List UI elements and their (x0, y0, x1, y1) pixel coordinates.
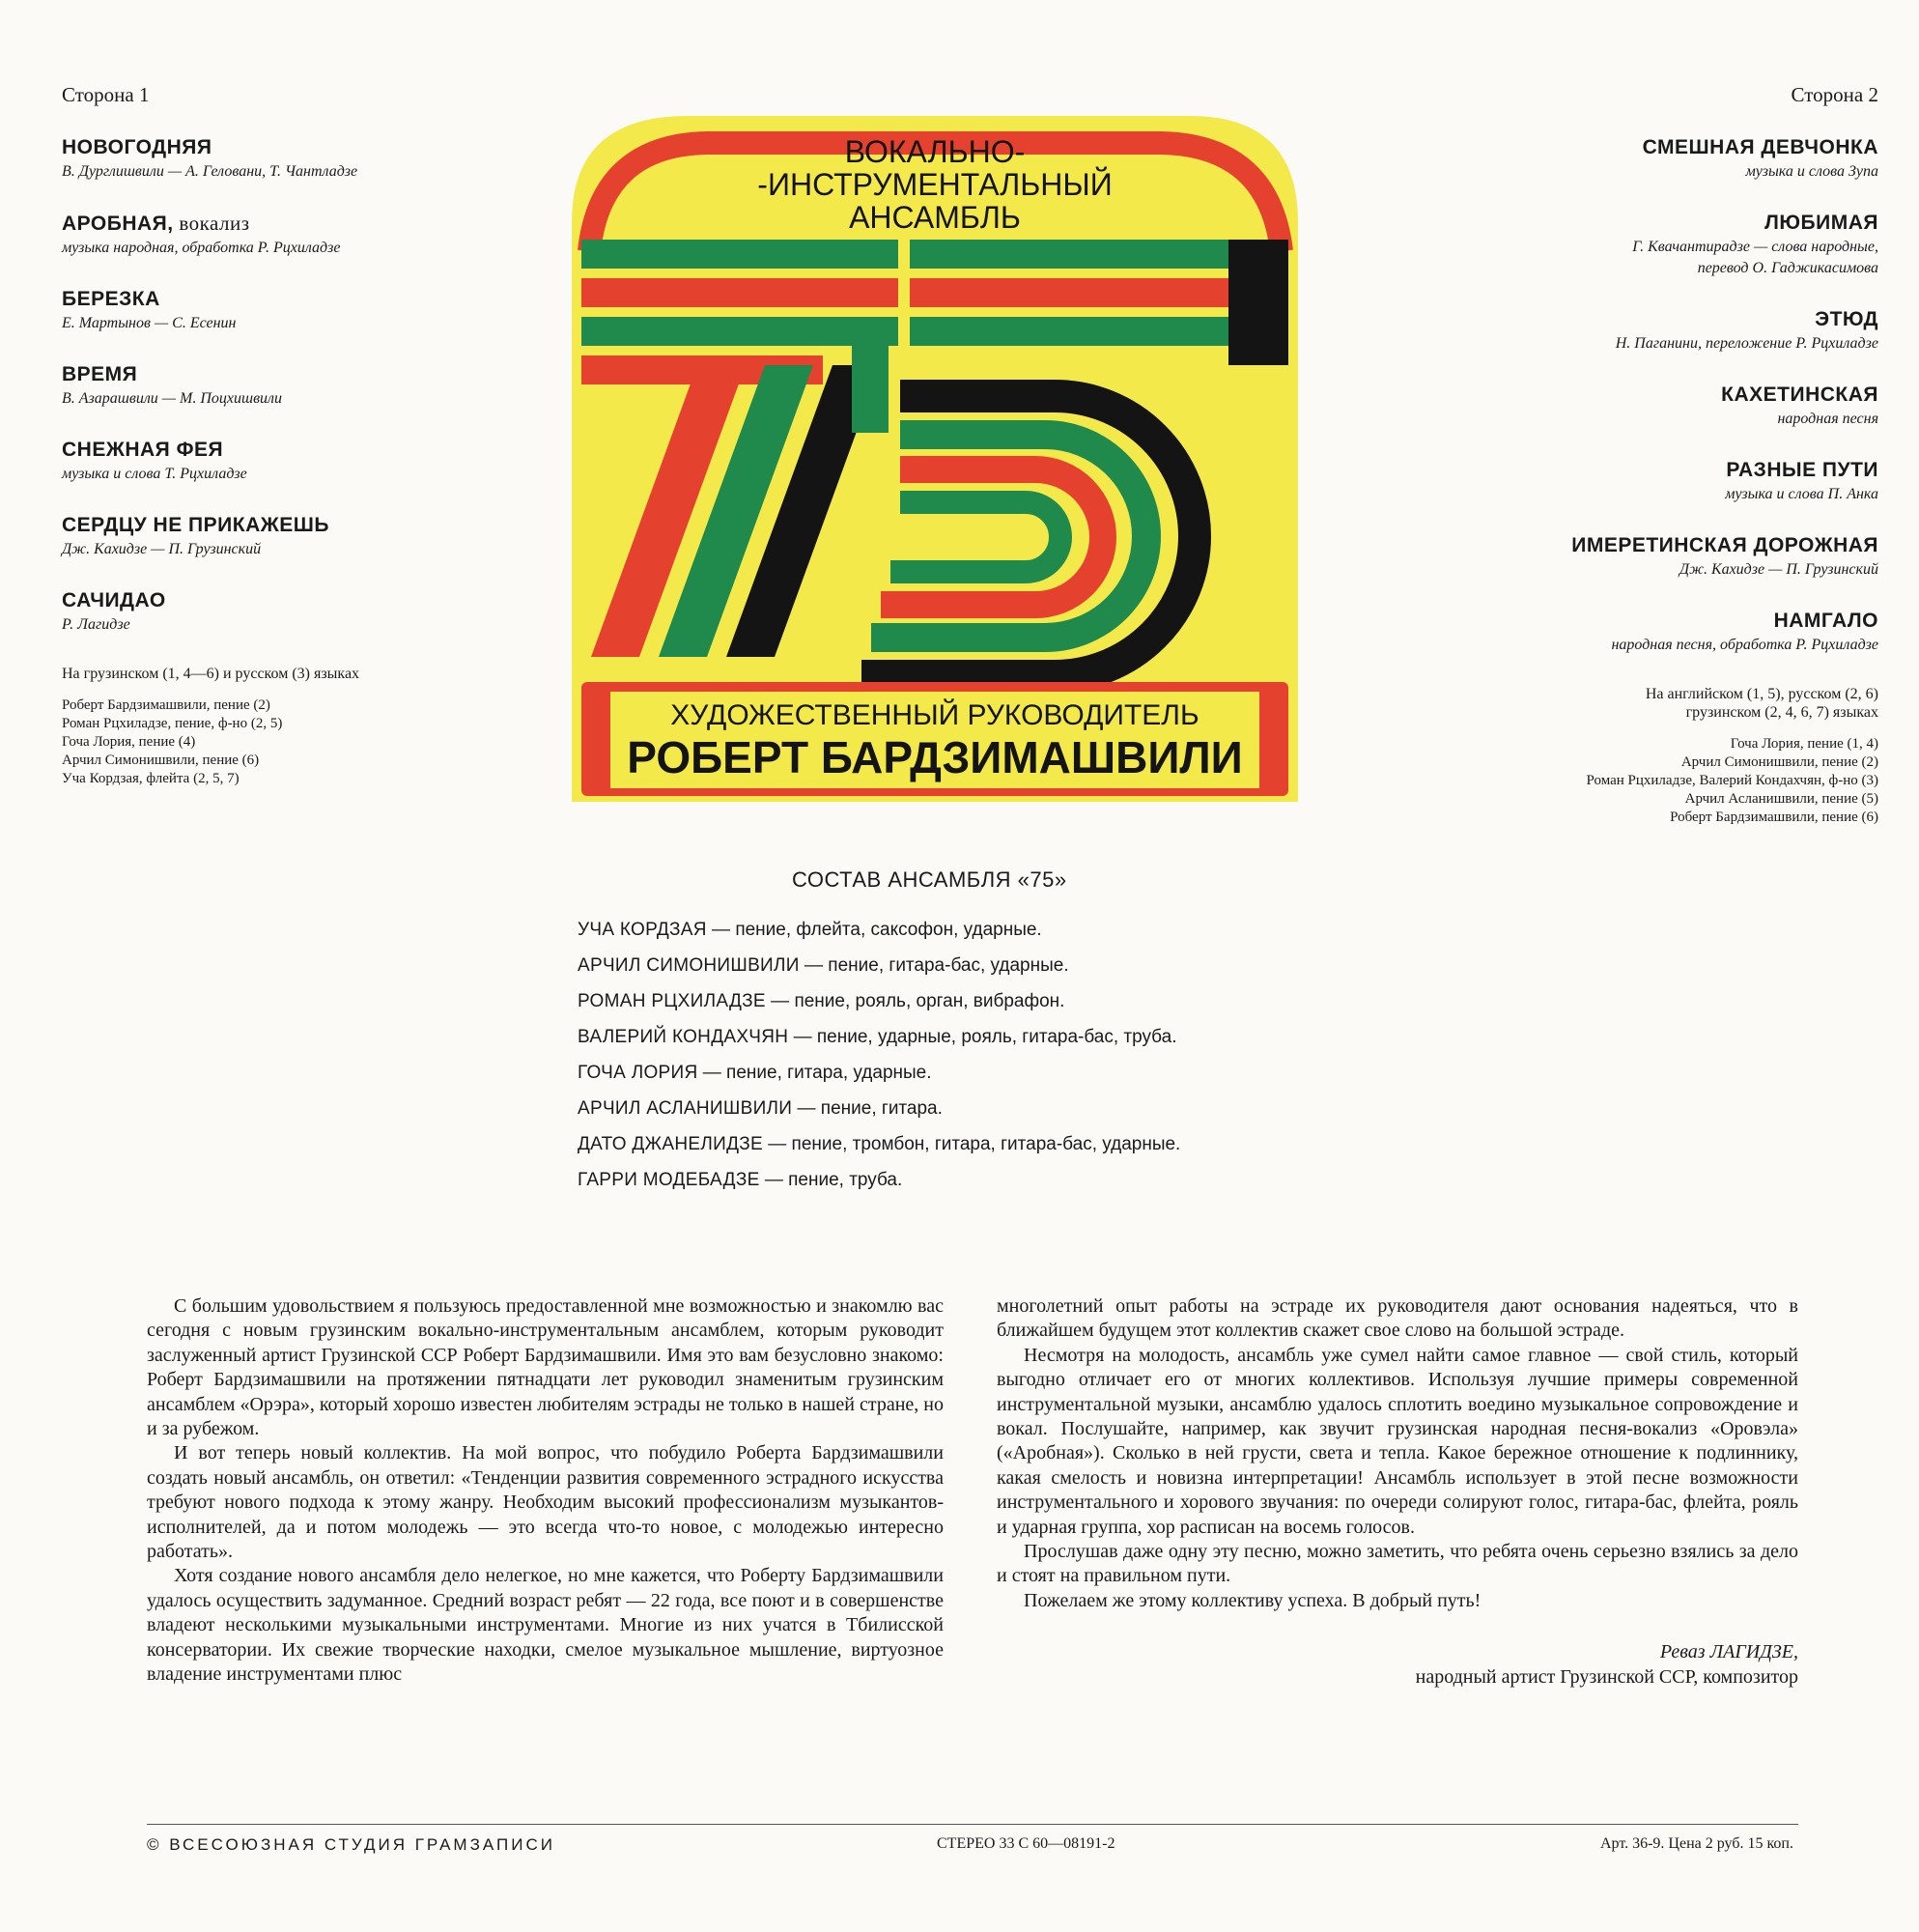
cover-text-line1: ВОКАЛЬНО- (844, 134, 1026, 169)
track-credit: В. Дурглишвили — А. Геловани, Т. Чантладзе (62, 163, 358, 180)
member-role: — пение, ударные, рояль, гитара-бас, труба. (788, 1027, 1177, 1047)
track-title-suffix: вокализ (173, 212, 250, 235)
track-title: НОВОГОДНЯЯ (62, 136, 212, 158)
track-credit: музыка народная, обработка Р. Рцхиладзе (62, 240, 341, 256)
track-credit: перевод О. Гаджикасимова (1697, 260, 1878, 276)
member-role: — пение, рояль, орган, вибрафон. (765, 991, 1065, 1011)
lineup-member (578, 1027, 1447, 1048)
performer: Гоча Лория, пение (4) (62, 734, 196, 750)
stripe-green (581, 240, 898, 269)
stripe-black (1228, 240, 1288, 365)
language-note: На грузинском (1, 4—6) и русском (3) языках (62, 666, 360, 682)
track-credit: Г. Квачантирадзе — слова народные, (1632, 239, 1878, 255)
track-credit: Н. Паганини, переложение Р. Рцхиладзе (1615, 335, 1878, 352)
track-credit: В. Азарашвили — М. Поцхишвили (62, 390, 282, 407)
track-credit: музыка и слова Т. Рцхиладзе (62, 466, 247, 482)
liner-notes-left-column (147, 1294, 944, 1688)
track-title-text: АРОБНАЯ, (62, 213, 174, 235)
stripe-green (910, 317, 1228, 346)
article-paragraph: Несмотря на молодость, ансамбль уже сумел найти самое главное — свой стиль, который выгодно отличает его от многих коллективов. Используя лучшие примеры современной инструментальной музыки, ансамблю удалось сплотить воедино музыкальное сопровождение и вокал. Послушайте, например, как звучит грузинская народная песня-вокализ «Оровэла» («Аробная»). Сколько в ней грусти, света и тепла. Какое бережное отношение к подлиннику, какая смелость и новизна интерпретации! Ансамбль использует в этой песне возможности инструментального и хорового звучания: по очереди солируют голос, гитара-бас, флейта, рояль и ударная группа, хор расписан на восемь голосов. (997, 1344, 1798, 1538)
track-title: ВРЕМЯ (62, 363, 138, 385)
member-name: УЧА КОРДЗАЯ (578, 920, 707, 940)
performer: Уча Кордзая, флейта (2, 5, 7) (62, 771, 240, 786)
track-title: ЭТЮД (1815, 308, 1878, 330)
language-note-line: грузинском (2, 4, 6, 7) языках (1685, 704, 1878, 721)
lineup-member (578, 1170, 1447, 1191)
cover-text-line2: -ИНСТРУМЕНТАЛЬНЫЙ (757, 167, 1113, 202)
performer: Роман Рцхиладзе, пение, ф-но (2, 5) (62, 716, 283, 731)
track-credit: Р. Лагидзе (62, 616, 130, 633)
lineup-member (578, 955, 1447, 977)
track (62, 136, 564, 181)
performer: Роман Рцхиладзе, Валерий Кондахчян, ф-но (3) (1586, 773, 1878, 788)
footer-divider (147, 1824, 1798, 1825)
track-title: РАЗНЫЕ ПУТИ (1726, 459, 1878, 481)
member-name: РОМАН РЦХИЛАДЗЕ (578, 991, 766, 1011)
track (1376, 610, 1878, 654)
track-title: ИМЕРЕТИНСКАЯ ДОРОЖНАЯ (1571, 534, 1878, 556)
stripe-red (581, 278, 898, 307)
article-paragraph: Прослушав даже одну эту песню, можно заметить, что ребята очень серьезно взялись за дело и стоят на правильном пути. (997, 1541, 1798, 1587)
lineup-title: СОСТАВ АНСАМБЛЯ «75» (792, 867, 1067, 892)
track (1376, 459, 1878, 503)
track (62, 439, 564, 483)
track (1376, 384, 1878, 428)
performers-list (62, 696, 564, 788)
track-credit: народная песня, обработка Р. Рцхиладзе (1611, 637, 1878, 653)
article-paragraph: Хотя создание нового ансамбля дело нелегкое, но мне кажется, что Роберту Бардзимашвили удалось осуществить задуманное. Средний возраст ребят — 22 года, все поют и в совершенстве владеют несколькими музыкальными инструментами. Многие из них учатся в Тбилисской консерватории. Их свежие творческие находки, смелое музыкальное мышление, виртуозное владение инструментами плюс (147, 1565, 944, 1686)
lineup-member (578, 920, 1447, 941)
side-2-title: Сторона 2 (1791, 83, 1878, 106)
track-title: СМЕШНАЯ ДЕВЧОНКА (1642, 136, 1878, 158)
price-info: Арт. 36-9. Цена 2 руб. 15 коп. (1599, 1835, 1793, 1852)
lineup-member (578, 1063, 1447, 1084)
track-credit: музыка и слова Зупа (1745, 163, 1878, 180)
member-name: ГОЧА ЛОРИЯ (578, 1063, 698, 1083)
article-paragraph: многолетний опыт работы на эстраде их руководителя дают основания надеяться, что в ближайшем будущем этот коллектив скажет свое слово на большой эстраде. (997, 1295, 1798, 1342)
author-title: народный артист Грузинской ССР, композитор (1415, 1665, 1798, 1688)
side-1-title: Сторона 1 (62, 83, 150, 106)
track (1376, 212, 1878, 277)
cover-director-name: РОБЕРТ БАРДЗИМАШВИЛИ (627, 732, 1243, 782)
member-role: — пение, труба. (759, 1170, 903, 1190)
track-title: ЛЮБИМАЯ (1764, 212, 1878, 234)
track (62, 288, 564, 332)
track (62, 212, 564, 257)
five-stem (852, 346, 889, 433)
stripe-green (581, 317, 898, 346)
track-title: СЕРДЦУ НЕ ПРИКАЖЕШЬ (62, 514, 329, 536)
track-title: НАМГАЛО (1773, 610, 1878, 632)
track-title: САЧИДАО (62, 589, 166, 611)
track-credit: народная песня (1777, 411, 1878, 427)
track (62, 514, 564, 558)
stripe-red (910, 278, 1228, 307)
track (1376, 534, 1878, 579)
track-title: БЕРЕЗКА (62, 288, 160, 310)
performers-list (1376, 735, 1878, 827)
liner-notes-right-column (997, 1294, 1798, 1690)
member-name: АРЧИЛ СИМОНИШВИЛИ (578, 955, 800, 976)
lineup-member (578, 991, 1447, 1012)
track-credit: Дж. Кахидзе — П. Грузинский (1679, 561, 1878, 578)
track-title (62, 212, 564, 236)
track-title: КАХЕТИНСКАЯ (1721, 384, 1878, 406)
label-name: © ВСЕСОЮЗНАЯ СТУДИЯ ГРАМЗАПИСИ (147, 1835, 555, 1854)
article-paragraph: Пожелаем же этому коллективу успеха. В добрый путь! (1024, 1589, 1482, 1611)
language-note-line: На английском (1, 5), русском (2, 6) (1645, 686, 1878, 702)
track (1376, 136, 1878, 181)
catalog-number: СТЕРЕО 33 С 60—08191-2 (937, 1835, 1115, 1852)
track-credit: музыка и слова П. Анка (1725, 486, 1878, 502)
lineup-member (578, 1134, 1447, 1155)
article-paragraph: И вот теперь новый коллектив. На мой вопрос, что побудило Роберта Бардзимашвили создать новый ансамбль, он ответил: «Тенденции развития современного эстрадного искусства требуют нового подхода к этому жанру. Необходим высокий профессионализм музыкантов-исполнителей, да и потом молодежь — это всегда что-то новое, с молодежью интересно работать». (147, 1442, 944, 1563)
stripe-green (910, 240, 1228, 269)
track (1376, 308, 1878, 353)
performer: Арчил Симонишвили, пение (2) (1680, 754, 1878, 770)
member-name: ДАТО ДЖАНЕЛИДЗЕ (578, 1134, 763, 1154)
cover-text-line3: АНСАМБЛЬ (849, 200, 1021, 235)
cover-director-label: ХУДОЖЕСТВЕННЫЙ РУКОВОДИТЕЛЬ (670, 699, 1199, 731)
member-role: — пение, гитара, ударные. (697, 1063, 932, 1083)
member-role: — пение, флейта, саксофон, ударные. (706, 920, 1042, 940)
member-name: ГАРРИ МОДЕБАДЗЕ (578, 1170, 760, 1190)
side-2-tracklist (1376, 83, 1878, 827)
ensemble-lineup (578, 867, 1447, 1206)
article-signature (997, 1640, 1798, 1690)
member-role: — пение, гитара-бас, ударные. (799, 955, 1069, 976)
performer: Роберт Бардзимашвили, пение (2) (62, 697, 270, 713)
member-role: — пение, гитара. (792, 1098, 943, 1119)
track-credit: Е. Мартынов — С. Есенин (62, 315, 237, 331)
track-title: СНЕЖНАЯ ФЕЯ (62, 439, 224, 461)
performer: Гоча Лория, пение (1, 4) (1730, 736, 1878, 752)
author-name: Реваз ЛАГИДЗЕ, (1659, 1641, 1798, 1663)
performer: Арчил Симонишвили, пение (6) (62, 753, 260, 768)
article-paragraph: С большим удовольствием я пользуюсь предоставленной мне возможностью и знакомлю вас сегодня с новым грузинским вокально-инструментальным ансамблем, которым руководит заслуженный артист Грузинской ССР Роберт Бардзимашвили. Имя это вам безусловно знакомо: Роберт Бардзимашвили на протяжении пятнадцати лет руководил знаменитым грузинским ансамблем «Орэра», который хорошо известен любителям эстрады не только в нашей стране, но и за рубежом. (147, 1295, 944, 1440)
side-1-tracklist (62, 83, 564, 788)
cover-75-logo (572, 116, 1298, 802)
track (62, 589, 564, 634)
lineup-member (578, 1098, 1447, 1120)
language-note (1376, 685, 1878, 722)
member-role: — пение, тромбон, гитара, гитара-бас, ударные. (763, 1134, 1181, 1154)
member-name: ВАЛЕРИЙ КОНДАХЧЯН (578, 1027, 789, 1047)
cover-artwork (572, 116, 1298, 802)
track-credit: Дж. Кахидзе — П. Грузинский (62, 541, 262, 557)
track (62, 363, 564, 408)
performer: Арчил Асланишвили, пение (5) (1684, 791, 1878, 807)
performer: Роберт Бардзимашвили, пение (6) (1670, 810, 1878, 825)
member-name: АРЧИЛ АСЛАНИШВИЛИ (578, 1098, 793, 1119)
